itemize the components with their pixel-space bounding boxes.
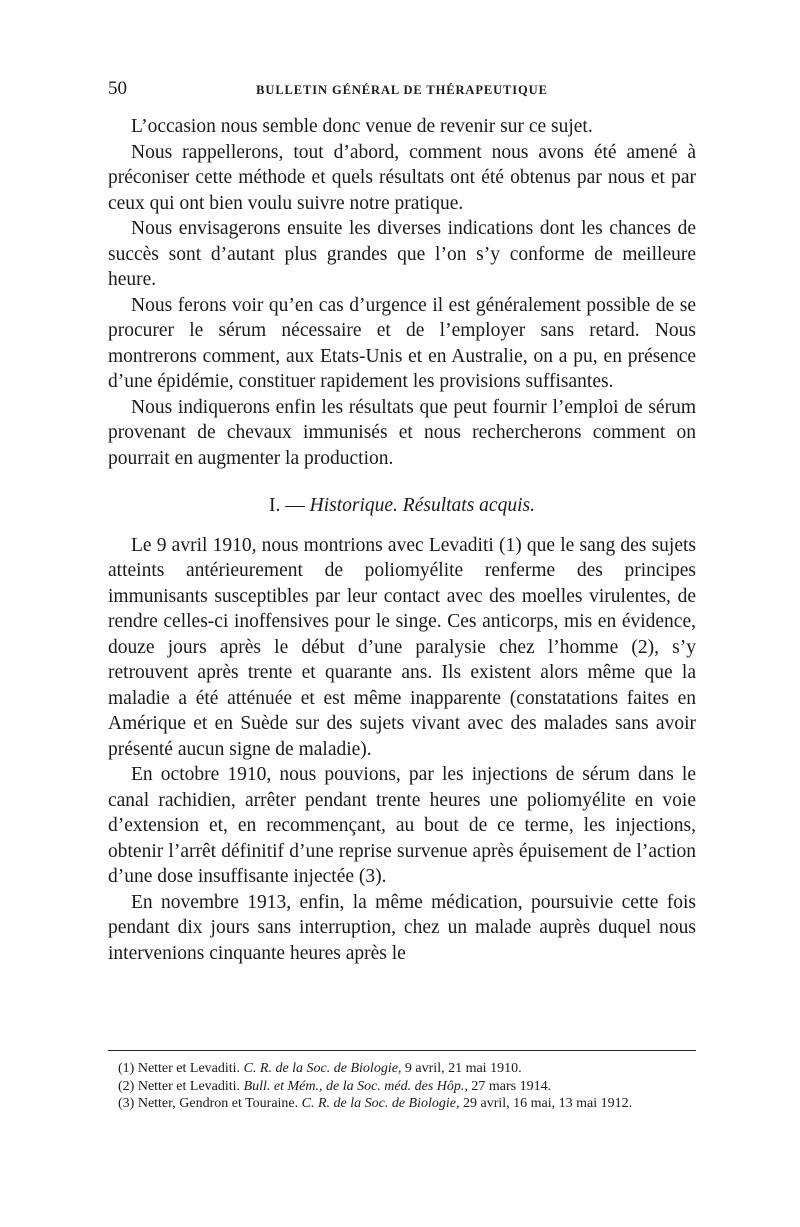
paragraph-intro-3: Nous envisagerons ensuite les diverses indications dont les chances de succès sont d’autant plus grandes que l’on s’y conforme de meilleure heure.	[108, 218, 696, 290]
page-number: 50	[108, 78, 127, 99]
footnote-marker: (1)	[118, 1061, 135, 1076]
footnote-source: C. R. de la Soc. de Biologie,	[301, 1096, 460, 1111]
paragraph-intro-4: Nous ferons voir qu’en cas d’urgence il est généralement possible de se procurer le sérum nécessaire et de l’employer sans retard. Nous montrerons comment, aux Etats-Unis et en Australie, on a pu, en présence d’une épidémie, constituer rapidement les provisions suffisantes.	[108, 294, 696, 392]
section-title: Historique. Résultats acquis.	[309, 495, 535, 516]
footnote-marker: (2)	[118, 1078, 135, 1094]
footnote-source: C. R. de la Soc. de Biologie,	[243, 1061, 402, 1076]
footnote-date: 27 mars 1914.	[471, 1078, 552, 1094]
footnote-authors: Netter et Levaditi.	[137, 1078, 241, 1094]
paragraph-section-3: En novembre 1913, enfin, la même médication, poursuivie cette fois pendant dix jours sans interruption, chez un malade auprès duquel nous intervenions cinquante heures après le	[108, 891, 696, 964]
footnote-marker: (3)	[118, 1096, 135, 1111]
running-title: BULLETIN GÉNÉRAL DE THÉRAPEUTIQUE	[256, 83, 548, 97]
page-header	[108, 78, 696, 102]
footnote-source: Bull. et Mém., de la Soc. méd. des Hôp.,	[243, 1078, 468, 1094]
paragraph-section-2: En octobre 1910, nous pouvions, par les injections de sérum dans le canal rachidien, arrêter pendant trente heures une poliomyélite en voie d’extension et, en recommençant, au bout de ce terme, les injections, obtenir l’arrêt définitif d’une reprise survenue après épuisement de l’action d’une dose insuffisante injectée (3).	[108, 764, 696, 887]
body-text	[108, 114, 696, 966]
paragraph-intro-2: Nous rappellerons, tout d’abord, comment nous avons été amené à préconiser cette méthode et quels résultats ont été obtenus par nous et par ceux qui ont bien voulu suivre notre pratique.	[108, 141, 696, 214]
footnote-1	[108, 1060, 696, 1078]
footnote-date: 9 avril, 21 mai 1910.	[404, 1061, 522, 1076]
footnote-authors: Netter, Gendron et Touraine.	[137, 1096, 299, 1111]
section-heading	[108, 493, 696, 519]
footnotes	[108, 1060, 696, 1113]
paragraph-section-1: Le 9 avril 1910, nous montrions avec Levaditi (1) que le sang des sujets atteints antérieurement de poliomyélite renferme des principes immunisants susceptibles par leur contact avec des moelles virulentes, de rendre celles-ci inoffensives pour le singe. Ces anticorps, mis en évidence, douze jours après le début d’une paralysie chez l’homme (2), s’y retrouvent après trente et quarante ans. Ils existent alors même que la maladie a été atténuée et est même inapparente (constatations faites en Amérique et en Suède sur des sujets vivant avec des malades sans avoir présenté aucun signe de maladie).	[108, 534, 696, 760]
footnote-divider	[108, 1050, 696, 1051]
paragraph-intro-1: L’occasion nous semble donc venue de revenir sur ce sujet.	[131, 116, 593, 137]
footnote-3	[108, 1095, 696, 1113]
footnote-authors: Netter et Levaditi.	[137, 1061, 241, 1076]
section-number: I. —	[269, 495, 305, 516]
paragraph-intro-5: Nous indiquerons enfin les résultats que peut fournir l’emploi de sérum provenant de chevaux immunisés et nous rechercherons comment on pourrait en augmenter la production.	[108, 396, 696, 469]
footnote-date: 29 avril, 16 mai, 13 mai 1912.	[463, 1096, 633, 1111]
footnote-2	[108, 1078, 696, 1096]
